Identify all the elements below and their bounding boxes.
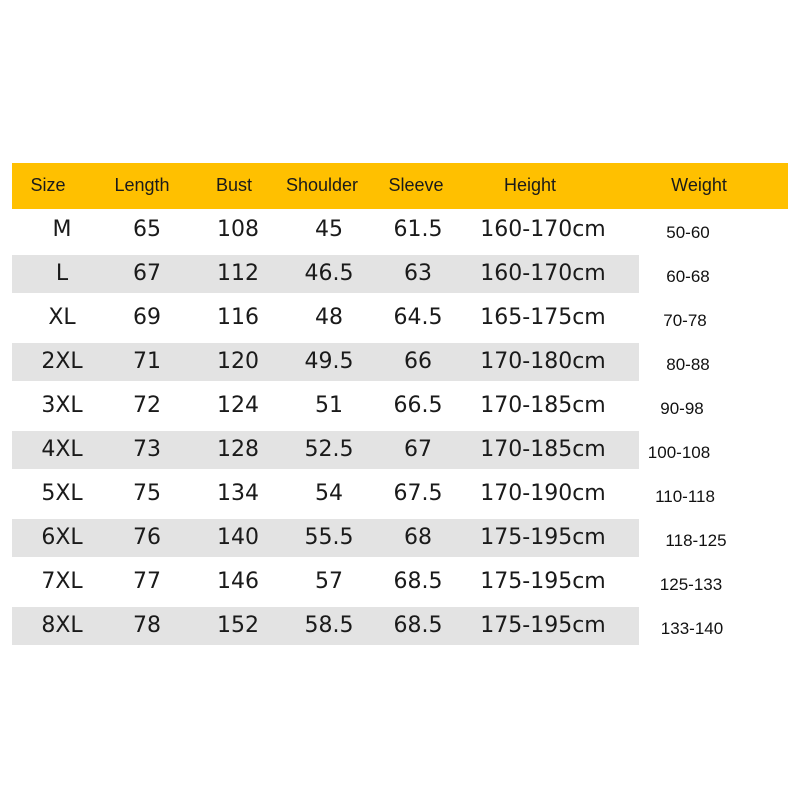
- cell-length: 65: [133, 217, 161, 242]
- cell-height: 160-170cm: [480, 217, 606, 242]
- cell-height: 165-175cm: [480, 305, 606, 330]
- cell-bust: 134: [217, 481, 259, 506]
- cell-bust: 152: [217, 613, 259, 638]
- header-height: Height: [503, 175, 557, 195]
- cell-sleeve: 61.5: [393, 217, 443, 242]
- cell-shoulder: 49.5: [304, 349, 354, 374]
- cell-shoulder: 51: [315, 393, 343, 418]
- cell-size: 2XL: [41, 349, 83, 374]
- cell-height: 170-190cm: [480, 481, 606, 506]
- cell-shoulder: 48: [315, 305, 343, 330]
- cell-length: 77: [133, 569, 161, 594]
- header-size: Size: [30, 175, 66, 195]
- cell-sleeve: 68.5: [393, 569, 443, 594]
- cell-height: 170-185cm: [480, 393, 606, 418]
- header-sleeve: Sleeve: [388, 175, 444, 195]
- cell-weight: 70-78: [663, 311, 707, 330]
- cell-length: 67: [133, 261, 161, 286]
- cell-bust: 120: [217, 349, 259, 374]
- cell-sleeve: 66: [404, 349, 432, 374]
- cell-weight: 118-125: [665, 531, 727, 550]
- cell-shoulder: 55.5: [304, 525, 354, 550]
- cell-weight: 90-98: [660, 399, 704, 418]
- header-length: Length: [114, 175, 170, 195]
- cell-bust: 112: [217, 261, 259, 286]
- cell-length: 69: [133, 305, 161, 330]
- cell-shoulder: 45: [315, 217, 343, 242]
- cell-shoulder: 57: [315, 569, 343, 594]
- cell-length: 78: [133, 613, 161, 638]
- cell-height: 170-180cm: [480, 349, 606, 374]
- cell-size: 3XL: [41, 393, 83, 418]
- cell-sleeve: 63: [404, 261, 432, 286]
- cell-bust: 108: [217, 217, 259, 242]
- cell-bust: 128: [217, 437, 259, 462]
- cell-bust: 140: [217, 525, 259, 550]
- cell-shoulder: 52.5: [304, 437, 354, 462]
- cell-bust: 146: [217, 569, 259, 594]
- header-bust: Bust: [215, 175, 253, 195]
- cell-weight: 100-108: [647, 443, 711, 462]
- cell-shoulder: 54: [315, 481, 343, 506]
- cell-sleeve: 64.5: [393, 305, 443, 330]
- cell-size: 4XL: [41, 437, 83, 462]
- cell-weight: 125-133: [659, 575, 723, 594]
- cell-sleeve: 68: [404, 525, 432, 550]
- cell-size: XL: [48, 305, 76, 330]
- cell-weight: 50-60: [666, 223, 710, 242]
- cell-weight: 133-140: [660, 619, 724, 638]
- cell-length: 73: [133, 437, 161, 462]
- cell-sleeve: 68.5: [393, 613, 443, 638]
- cell-height: 175-195cm: [480, 525, 606, 550]
- header-weight: Weight: [671, 175, 727, 195]
- cell-length: 71: [133, 349, 161, 374]
- header-shoulder: Shoulder: [285, 175, 359, 195]
- cell-height: 175-195cm: [480, 613, 606, 638]
- cell-length: 72: [133, 393, 161, 418]
- cell-bust: 124: [217, 393, 259, 418]
- cell-size: 5XL: [41, 481, 83, 506]
- cell-size: 7XL: [41, 569, 83, 594]
- cell-length: 76: [133, 525, 161, 550]
- cell-weight: 110-118: [655, 487, 715, 506]
- cell-height: 160-170cm: [480, 261, 606, 286]
- cell-length: 75: [133, 481, 161, 506]
- cell-shoulder: 58.5: [304, 613, 354, 638]
- cell-weight: 80-88: [666, 355, 710, 374]
- cell-bust: 116: [217, 305, 259, 330]
- cell-size: M: [52, 217, 72, 242]
- cell-sleeve: 67.5: [393, 481, 443, 506]
- cell-height: 170-185cm: [480, 437, 606, 462]
- cell-size: 8XL: [41, 613, 83, 638]
- cell-sleeve: 67: [404, 437, 432, 462]
- cell-size: L: [55, 261, 69, 286]
- cell-size: 6XL: [41, 525, 83, 550]
- cell-height: 175-195cm: [480, 569, 606, 594]
- cell-shoulder: 46.5: [304, 261, 354, 286]
- cell-weight: 60-68: [666, 267, 710, 286]
- cell-sleeve: 66.5: [393, 393, 443, 418]
